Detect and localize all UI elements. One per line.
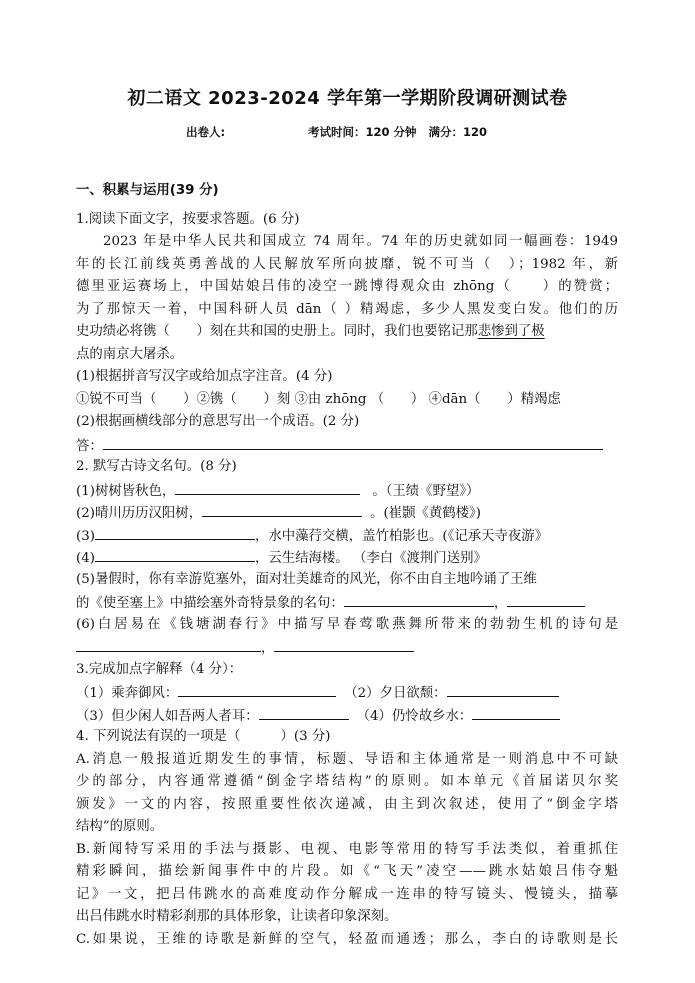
poem-comma: ， bbox=[261, 641, 275, 656]
option-a-line: 结构”的原则。 bbox=[76, 819, 164, 834]
option-c-line: C.如果说，王维的诗歌是新鲜的空气，轻盈而通透；那么，李白的诗歌则是长 bbox=[76, 931, 618, 947]
poem-line-6b bbox=[76, 636, 618, 659]
question-2-stem: 2. 默写古诗文名句。(8 分) bbox=[76, 459, 237, 474]
passage-text: 史功绩必将镌（ ）刻在共和国的史册上。同时，我们也要铭记那 bbox=[76, 324, 478, 339]
poem-line-5: (5)暑假时，你有幸游览塞外，面对壮美雄奇的风光，你不由自主地吟诵了王维 bbox=[76, 571, 537, 587]
sub-question-1: (1)根据拼音写汉字或给加点字注音。(4 分) bbox=[76, 369, 333, 384]
answer-blank[interactable] bbox=[274, 636, 414, 652]
answer-blank[interactable] bbox=[76, 636, 261, 652]
option-b-line: 出吕伟跳水时精彩刹那的具体形象，让读者印象深刻。 bbox=[76, 909, 398, 924]
option-b-line: B.新闻特写采用的手法与摄影、电视、电影等常用的特写手法类似，着重抓住 bbox=[76, 841, 618, 857]
answer-blank[interactable] bbox=[202, 501, 362, 517]
poem-source: ，水中藻荇交横，盖竹柏影也。(《记承天寺夜游》 bbox=[254, 528, 549, 544]
answer-blank[interactable] bbox=[507, 591, 585, 607]
passage-line: 为了那惊天一着，中国科研人员 dān（ ）精竭虑，多少人黑发变白发。他们的历 bbox=[76, 301, 618, 317]
poem-prompt: (3) bbox=[76, 528, 95, 544]
poem-line-3 bbox=[76, 524, 618, 547]
answer-blank[interactable] bbox=[95, 524, 255, 540]
answer-blank[interactable] bbox=[259, 704, 349, 720]
time-label: 考试时间：120 分钟 bbox=[308, 125, 417, 139]
poem-line-6: (6)白居易在《钱塘湖春行》中描写早春莺歌燕舞所带来的勃勃生机的诗句是 bbox=[76, 616, 618, 632]
passage-line: 年的长江前线英勇善战的人民解放军所向披靡，锐不可当（ ）；1982 年，新 bbox=[76, 256, 618, 272]
score-label: 满分：120 bbox=[428, 125, 488, 139]
poem-source: 。（王绩《野望》） bbox=[372, 483, 480, 499]
question-4-stem: 4. 下列说法有误的一项是（ ）(3 分) bbox=[76, 729, 331, 744]
section-heading: 一、积累与运用(39 分) bbox=[76, 183, 219, 198]
exam-content bbox=[76, 180, 618, 951]
exam-title: 初二语文 2023-2024 学年第一学期阶段调研测试卷 bbox=[127, 88, 568, 109]
question-3-stem: 3.完成加点字解释（4 分）： bbox=[76, 661, 243, 677]
passage-line: 2023 年是中华人民共和国成立 74 周年。74 年的历史就如同一幅画卷：1949 bbox=[103, 234, 618, 249]
answer-blank[interactable] bbox=[103, 434, 603, 450]
poem-source: ，云生结海楼。 （李白《渡荆门送别》 bbox=[254, 551, 487, 566]
explain-prompt: （1）乘奔御风： bbox=[76, 686, 179, 701]
explain-prompt: （3）但少闲人如吾两人者耳： bbox=[76, 708, 259, 724]
passage-line: 点的南京大屠杀。 bbox=[76, 346, 184, 362]
poem-prompt: (4) bbox=[76, 551, 95, 566]
exam-meta bbox=[186, 124, 487, 140]
answer-blank[interactable] bbox=[472, 704, 560, 720]
poem-prompt: (2)晴川历历汉阳树， bbox=[76, 506, 203, 521]
author-label: 出卷人: bbox=[186, 125, 226, 139]
sub-question-1-items: ①锐不可当（ ）②镌（ ）刻 ③由 zhōng （ ） ④dān（ ）精竭虑 bbox=[76, 391, 561, 407]
poem-source: 。(崔颢《黄鹤楼》) bbox=[370, 506, 481, 521]
poem-line-1 bbox=[76, 479, 618, 502]
passage-line: 德里亚运赛场上，中国姑娘吕伟的凌空一跳博得观众由 zhōng（ ）的赞赏； bbox=[76, 279, 618, 294]
answer-blank[interactable] bbox=[344, 591, 494, 607]
option-b-line: 精彩瞬间，描绘新闻事件中的片段。如《“飞天”凌空——跳水姑娘吕伟夺魁 bbox=[76, 864, 618, 879]
option-a-line: 颁发》一文的内容，按照重要性依次递减，由主到次叙述，使用了“倒金字塔 bbox=[76, 796, 618, 812]
explain-prompt: （4）仍怜故乡水： bbox=[356, 708, 473, 724]
answer-blank[interactable] bbox=[447, 681, 559, 697]
poem-prompt: 的《使至塞上》中描绘塞外奇特景象的名句： bbox=[76, 596, 344, 611]
answer-blank[interactable] bbox=[178, 681, 336, 697]
poem-line-5b: 的《使至塞上》中描绘塞外奇特景象的名句： ， bbox=[76, 591, 618, 614]
answer-blank[interactable] bbox=[95, 546, 255, 562]
explain-prompt: （2）夕日欲颓： bbox=[344, 686, 447, 701]
poem-line-2 bbox=[76, 501, 618, 524]
answer-line bbox=[76, 434, 618, 457]
poem-line-4 bbox=[76, 546, 618, 569]
poem-prompt: (1)树树皆秋色， bbox=[76, 483, 176, 499]
answer-label: 答： bbox=[76, 438, 103, 454]
option-b-line: 记》一文，把吕伟跳水的高难度动作分解成一连串的特写镜头、慢镜头，描摹 bbox=[76, 886, 618, 902]
passage-line bbox=[76, 321, 618, 344]
question-1-stem: 1.阅读下面文字，按要求答题。(6 分) bbox=[76, 211, 300, 227]
answer-blank[interactable] bbox=[175, 479, 360, 495]
sub-question-2: (2)根据画横线部分的意思写出一个成语。(2 分) bbox=[76, 414, 360, 429]
explain-row-2 bbox=[76, 704, 618, 727]
explain-row-1 bbox=[76, 681, 618, 704]
underlined-phrase: 悲惨到了极 bbox=[477, 324, 545, 339]
option-a-line: A.消息一般报道近期发生的事情，标题、导语和主体通常是一则消息中不可缺 bbox=[76, 751, 618, 767]
option-a-line: 少的部分，内容通常遵循“倒金字塔结构”的原则。如本单元《首届诺贝尔奖 bbox=[76, 774, 618, 789]
